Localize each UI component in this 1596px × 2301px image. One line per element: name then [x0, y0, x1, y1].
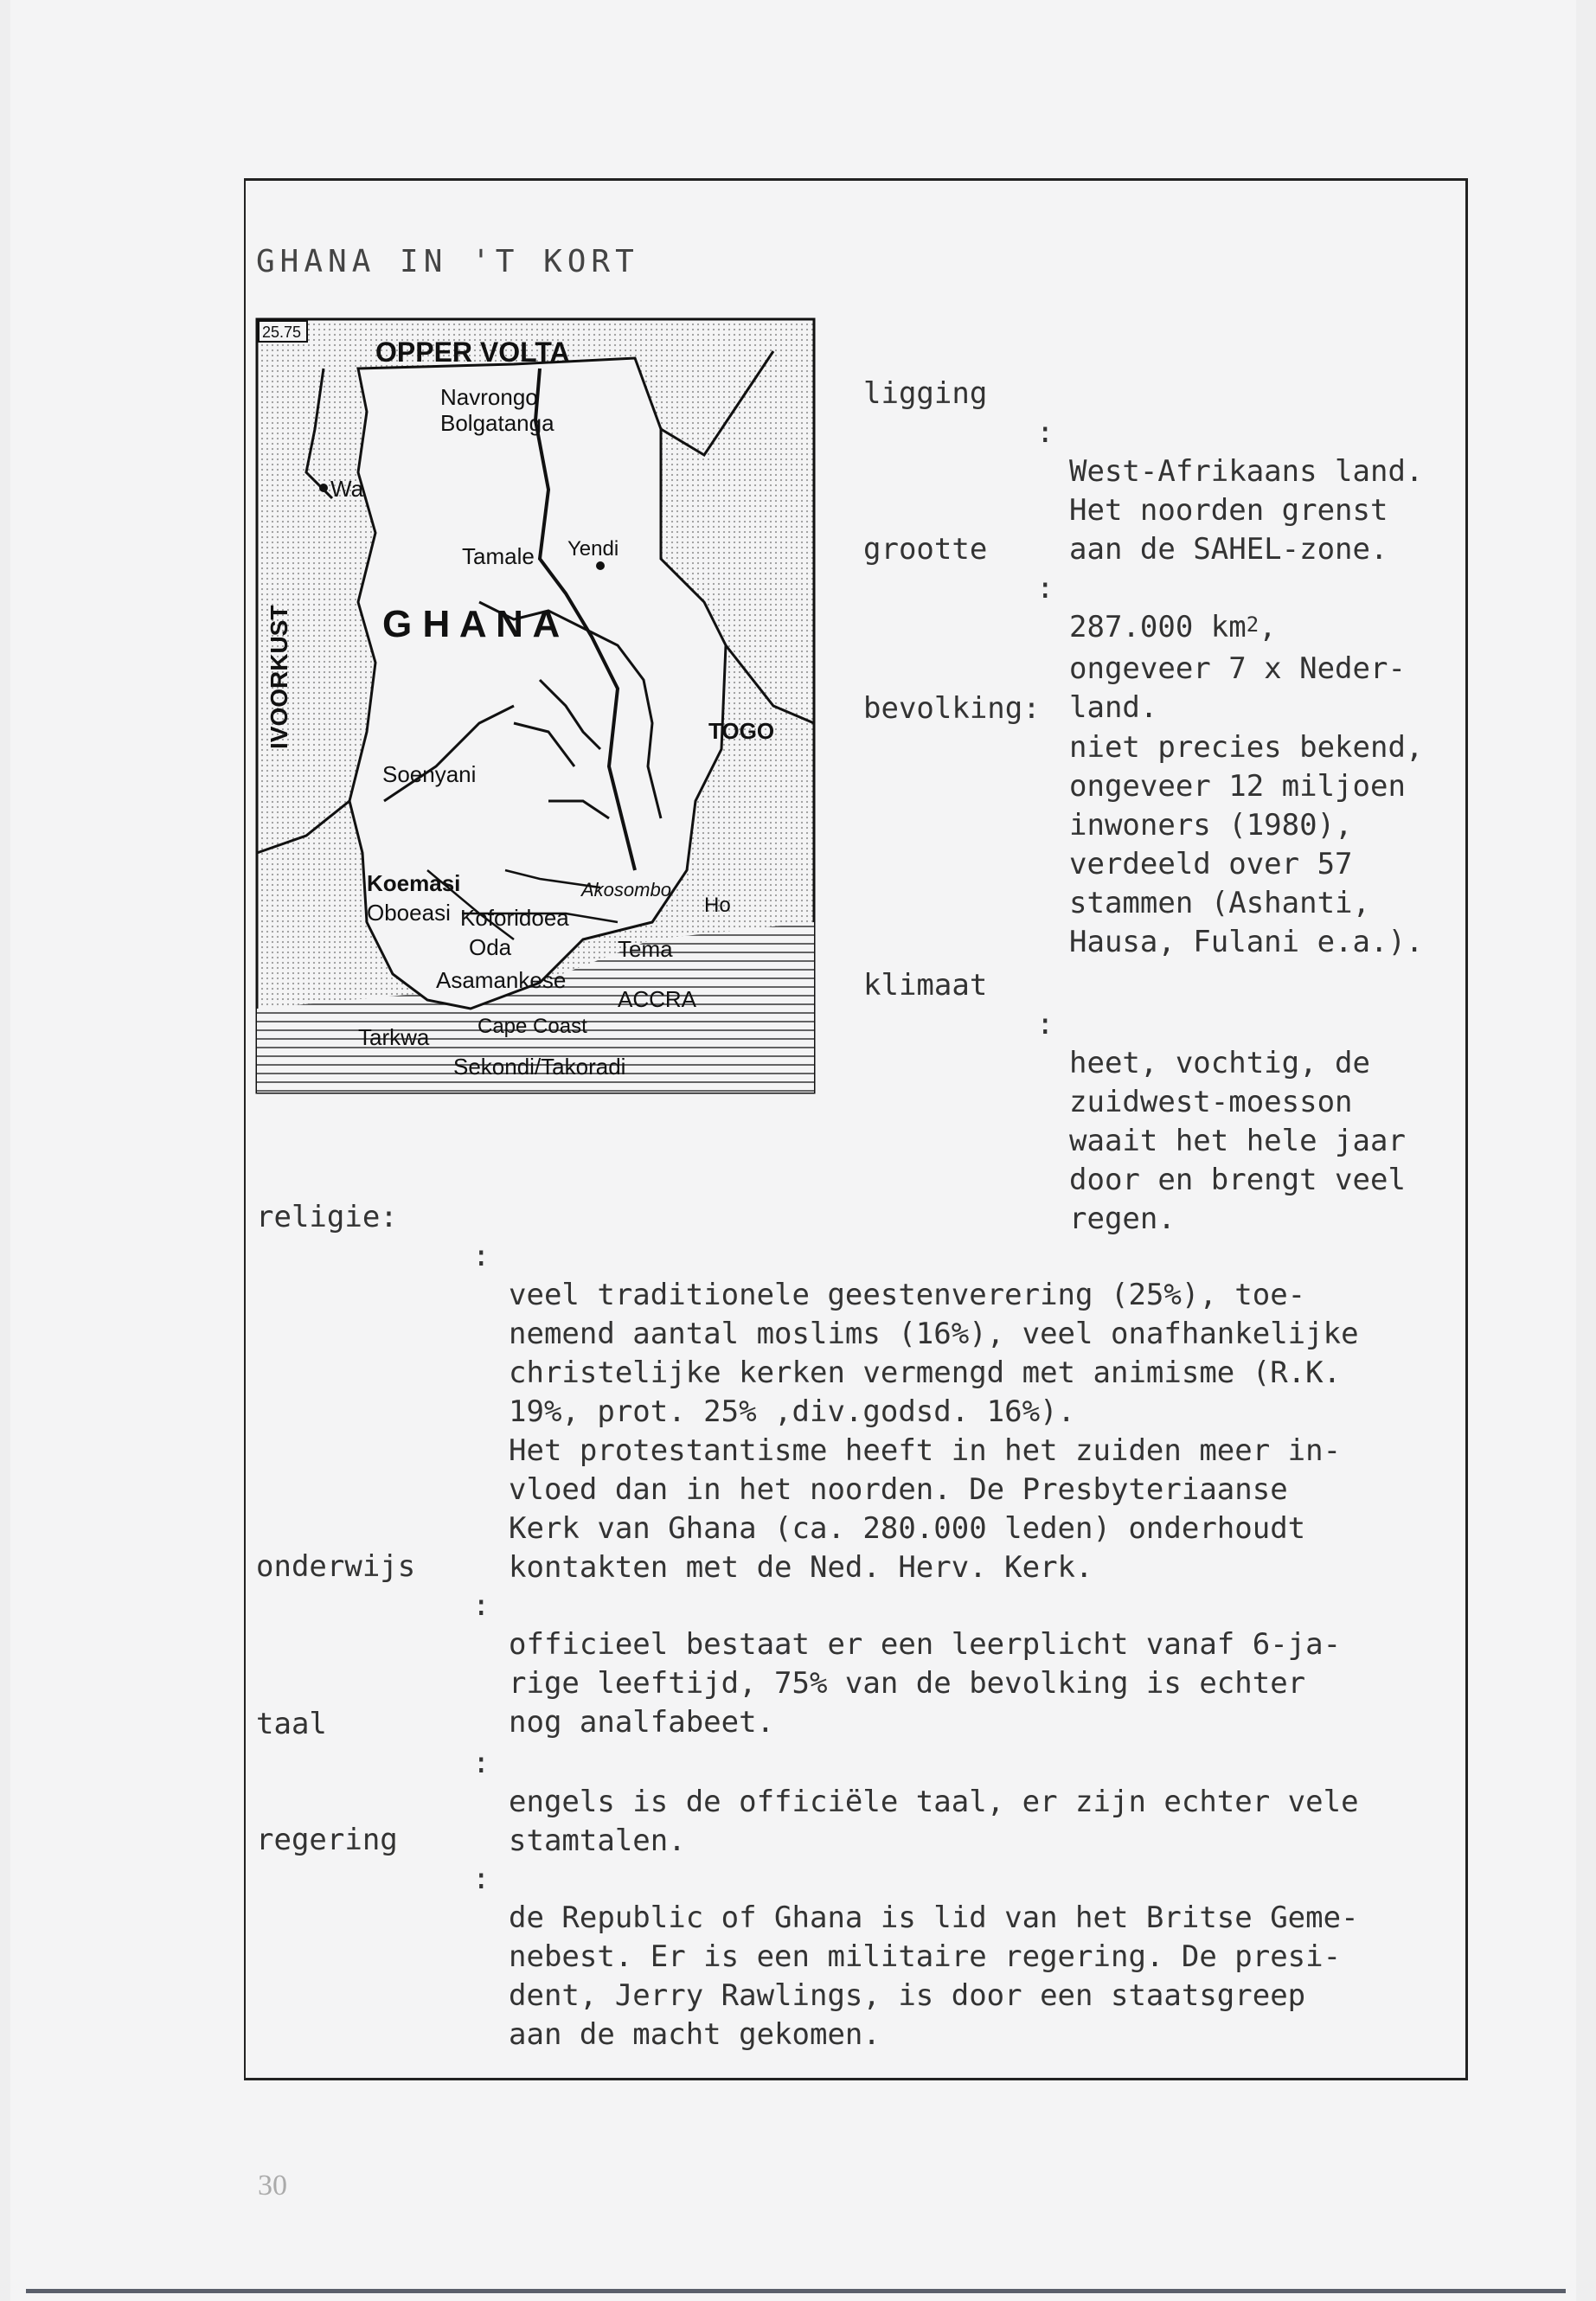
label-tamale: Tamale — [462, 543, 535, 569]
map-badge: 25.75 — [262, 324, 302, 341]
label-ghana: G H A N A — [382, 603, 561, 645]
scan-edge-line — [26, 2289, 1566, 2293]
label-oboeasi: Oboeasi — [367, 900, 451, 926]
fact-label: klimaat — [863, 968, 988, 1003]
label-soenyani: Soenyani — [382, 761, 477, 787]
page-number: 30 — [258, 2170, 287, 2202]
page-title: GHANA IN 'T KORT — [256, 244, 639, 279]
label-opper-volta: OPPER VOLTA — [375, 336, 570, 368]
ghana-map — [254, 317, 817, 1095]
label-togo: TOGO — [708, 718, 775, 744]
label-tema: Tema — [618, 936, 673, 962]
label-akosombo: Akosombo — [581, 879, 671, 901]
label-bolgatanga: Bolgatanga — [440, 410, 554, 436]
fact-bevolking — [863, 651, 1469, 959]
area-text: 287.000 km — [1069, 610, 1247, 644]
label-koforidoea: Koforidoea — [460, 905, 569, 931]
label-tarkwa: Tarkwa — [358, 1024, 430, 1050]
label-koemasi: Koemasi — [367, 870, 461, 896]
fact-colon: : — [472, 1862, 490, 1896]
fact-label: ligging — [863, 376, 988, 411]
label-wa: Wa — [330, 476, 364, 502]
area-unit-superscript: 2 — [1246, 612, 1259, 637]
label-ho: Ho — [704, 894, 731, 917]
label-yendi: Yendi — [567, 537, 619, 561]
fact-klimaat — [863, 927, 1469, 1236]
fact-colon: : — [472, 1588, 490, 1623]
fact-value: West-Afrikaans land. Het noorden grenst aan de SAHEL-zone. — [1069, 454, 1424, 567]
label-cape-coast: Cape Coast — [478, 1015, 587, 1038]
fact-value: veel traditionele geestenverering (25%), toe- nemend aantal moslims (16%), veel onafhankelijke christelijke kerken vermengd met animisme (R.K. 19%, prot. 25% ,div.godsd. 16%). Het protestantisme heeft in het zuiden meer in- vloed dan in het noorden. De Presbyteriaanse Kerk van Ghana (ca. 280.000 leden) onderhoudt kontakten met de Ned. Herv. Kerk. — [509, 1278, 1359, 1585]
fact-colon: : — [1036, 571, 1054, 606]
fact-value: heet, vochtig, de zuidwest-moesson waait het hele jaar door en brengt veel regen. — [1069, 1046, 1406, 1236]
fact-value: niet precies bekend, ongeveer 12 miljoen inwoners (1980), verdeeld over 57 stammen (Ashanti, Hausa, Fulani e.a.). — [1069, 730, 1424, 959]
fact-colon: : — [472, 1746, 490, 1780]
fact-label: bevolking: — [863, 691, 1041, 726]
fact-label: religie: — [256, 1200, 398, 1234]
label-accra: ACCRA — [618, 986, 697, 1012]
fact-regering — [256, 1782, 1458, 2052]
fact-label: taal — [256, 1707, 327, 1741]
area-text-rest: , ongeveer 7 x Neder- land. — [1069, 610, 1406, 725]
fact-label: grootte — [863, 532, 988, 567]
label-oda: Oda — [469, 934, 512, 960]
ghana-map-svg — [254, 317, 817, 1095]
label-ivoorkust: IVOORKUST — [266, 605, 292, 749]
fact-colon: : — [1036, 415, 1054, 450]
fact-label: onderwijs — [256, 1549, 416, 1584]
fact-colon: : — [1036, 1007, 1054, 1042]
label-sekondi: Sekondi/Takoradi — [453, 1054, 626, 1080]
fact-colon: : — [472, 1239, 490, 1273]
fact-value: engels is de officiële taal, er zijn echter vele stamtalen. — [509, 1785, 1359, 1858]
label-asamankese: Asamankese — [436, 967, 567, 993]
fact-value: officieel bestaat er een leerplicht vanaf 6-ja- rige leeftijd, 75% van de bevolking is echter nog analfabeet. — [509, 1627, 1342, 1740]
fact-label: regering — [256, 1823, 398, 1857]
label-navrongo: Navrongo — [440, 384, 538, 410]
fact-value: de Republic of Ghana is lid van het Britse Geme- nebest. Er is een militaire regering. De presi- dent, Jerry Rawlings, is door een staatsgreep aan de macht gekomen. — [509, 1900, 1359, 2052]
